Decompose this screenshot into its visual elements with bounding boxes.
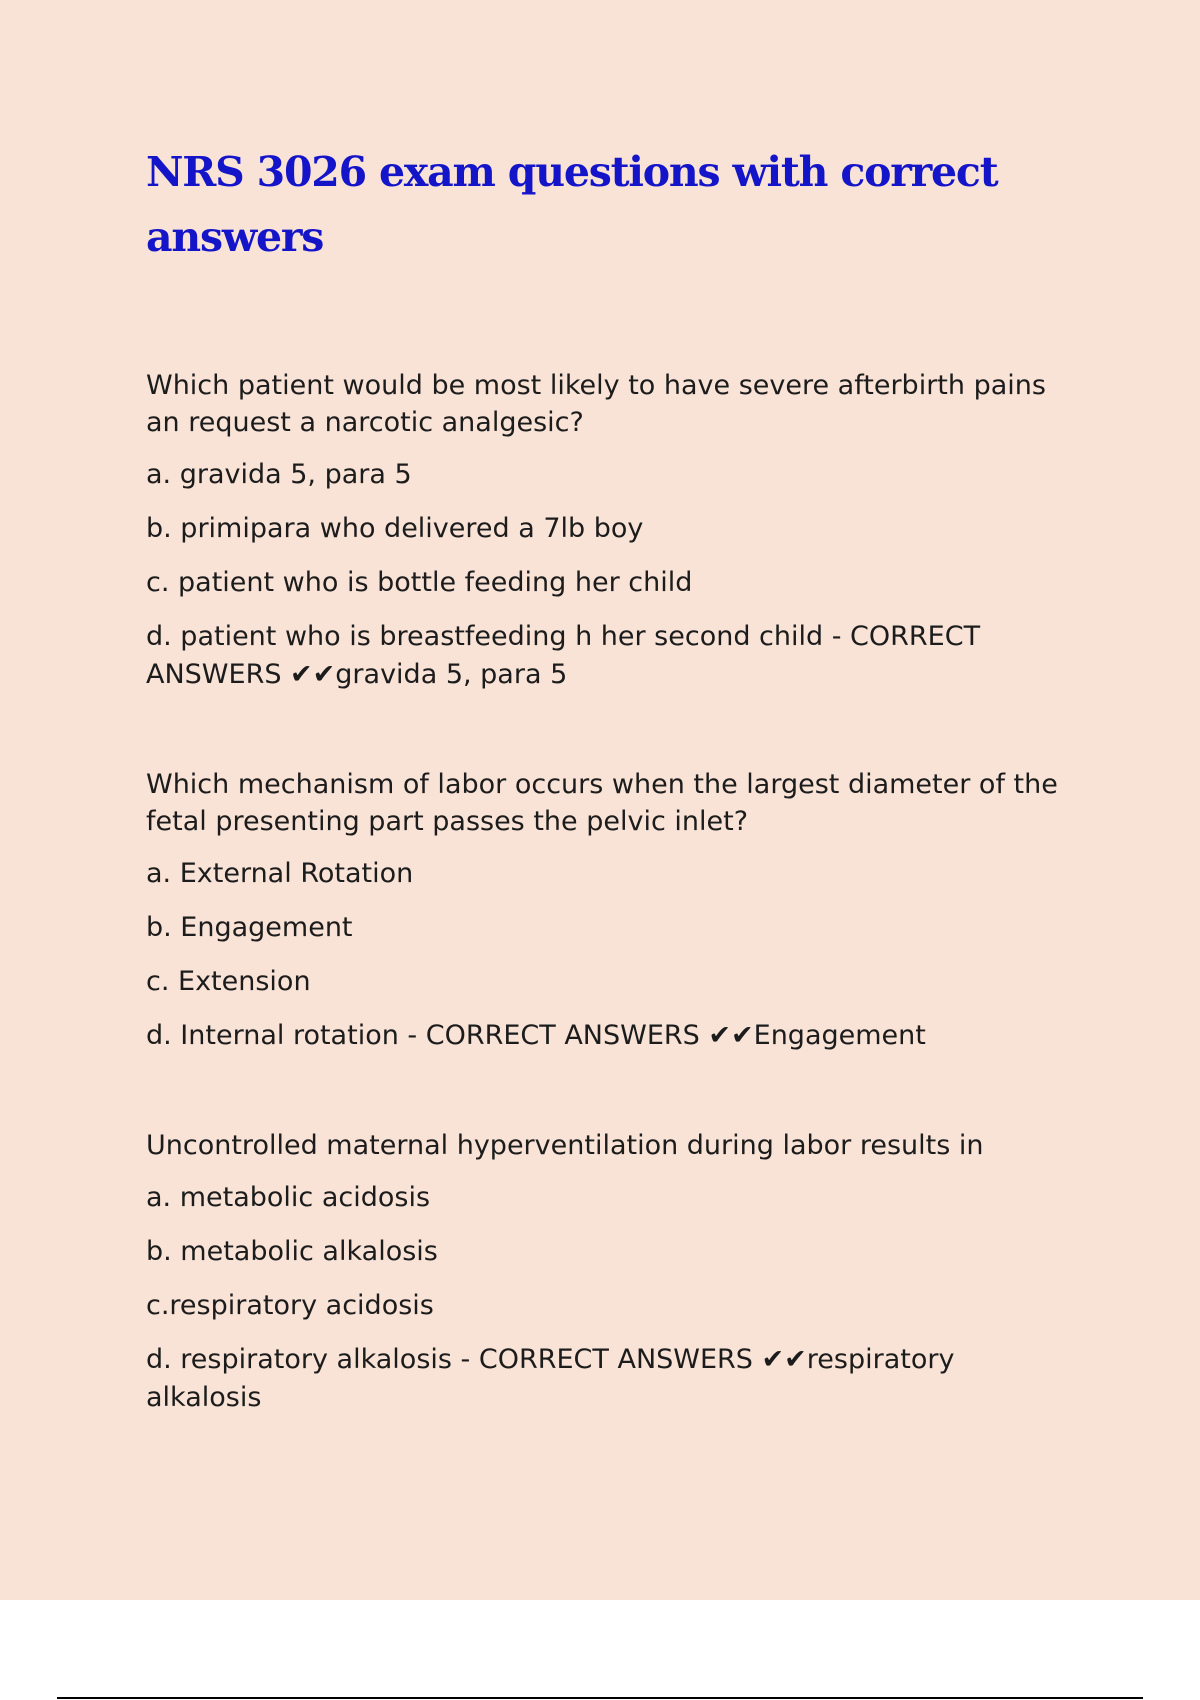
answer-option-b: b. Engagement [146, 912, 353, 943]
answer-option-d-with-correct-answer: d. patient who is breastfeeding h her second child - CORRECT ANSWERS ✔✔gravida 5, para 5 [146, 621, 981, 690]
question-text: Which mechanism of labor occurs when the largest diameter of the fetal presenting part passes the pelvic inlet? [146, 769, 1058, 837]
answer-option-a: a. External Rotation [146, 858, 414, 889]
question-text: Uncontrolled maternal hyperventilation during labor results in [146, 1130, 984, 1161]
answer-option-a: a. metabolic acidosis [146, 1182, 431, 1213]
question-block-2 [146, 766, 1076, 1071]
answer-option-b: b. metabolic alkalosis [146, 1236, 438, 1267]
document-title: NRS 3026 exam questions with correct answers [146, 148, 998, 261]
footer-divider [57, 1697, 1143, 1699]
question-text: Which patient would be most likely to have severe afterbirth pains an request a narcotic analgesic? [146, 370, 1046, 438]
question-block-1 [146, 367, 1076, 710]
question-block-3 [146, 1127, 1076, 1433]
answer-option-a: a. gravida 5, para 5 [146, 459, 412, 490]
answer-option-c: c. patient who is bottle feeding her child [146, 567, 693, 598]
answer-option-b: b. primipara who delivered a 7lb boy [146, 513, 644, 544]
answer-option-d-with-correct-answer: d. Internal rotation - CORRECT ANSWERS ✔✔Engagement [146, 1020, 926, 1051]
answer-option-c: c. Extension [146, 966, 311, 997]
answer-option-c: c.respiratory acidosis [146, 1290, 434, 1321]
answer-option-d-with-correct-answer: d. respiratory alkalosis - CORRECT ANSWERS ✔✔respiratory alkalosis [146, 1344, 955, 1413]
